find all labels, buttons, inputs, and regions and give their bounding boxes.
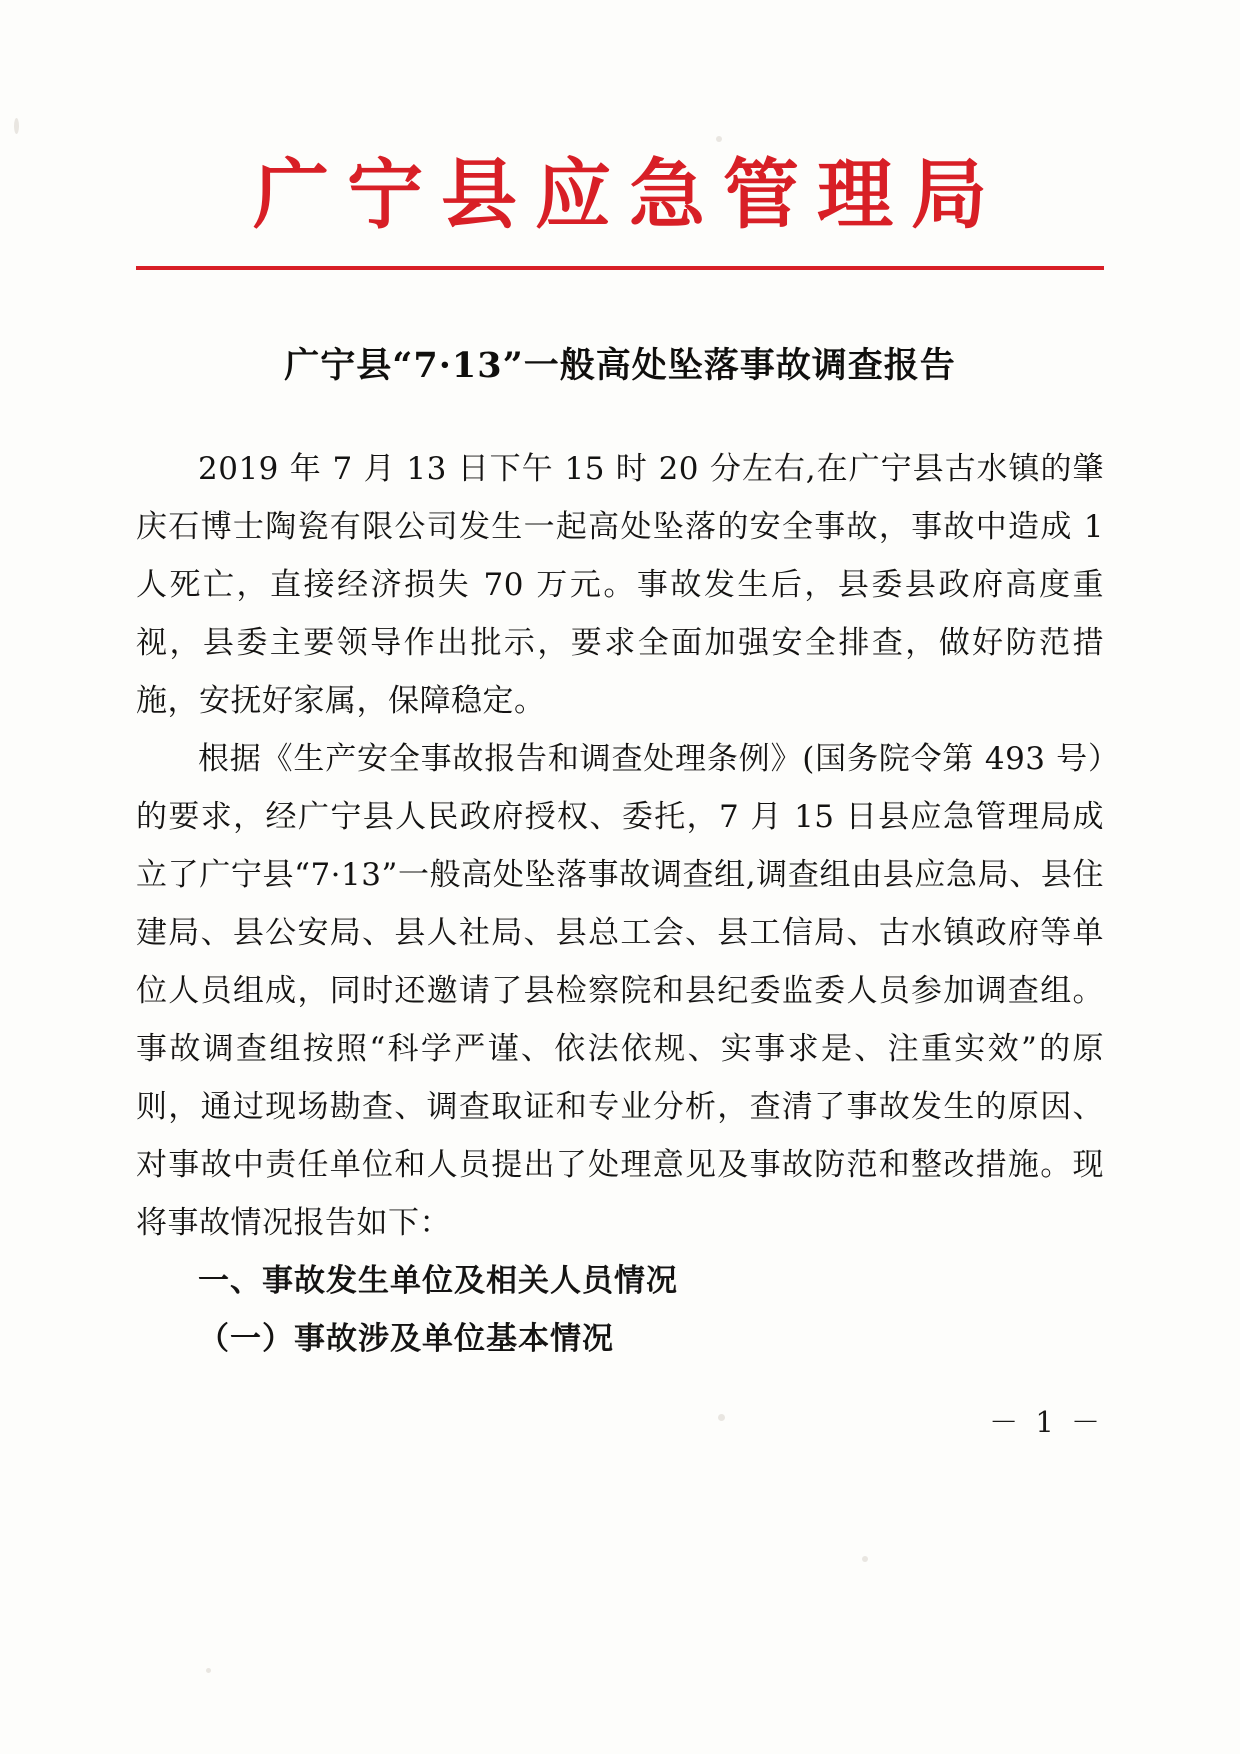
scan-artifact bbox=[14, 118, 19, 134]
page-title: 广宁县“7·13”一般高处坠落事故调查报告 bbox=[284, 344, 956, 386]
subsection-heading: （一）事故涉及单位基本情况 bbox=[198, 1320, 614, 1357]
letterhead-title: 广宁县应急管理局 bbox=[253, 150, 1005, 239]
document-content bbox=[136, 0, 1104, 1754]
letterhead bbox=[136, 150, 1104, 270]
page-number: － 1 － bbox=[989, 1405, 1104, 1439]
letterhead-divider bbox=[136, 266, 1104, 270]
paragraph: 根据《生产安全事故报告和调查处理条例》(国务院令第 493 号）的要求，经广宁县人民政府授权、委托，7 月 15 日县应急管理局成立了广宁县“7·13”一般高处坠落事故调查组,调查组由县应急局、县住建局、县公安局、县人社局、县总工会、县工信局、古水镇政府等单位人员组成，同时还邀请了县检察院和县纪委监委人员参加调查组。事故调查组按照“科学严谨、依法依规、实事求是、注重实效”的原则，通过现场勘查、调查取证和专业分析，查清了事故发生的原因、对事故中责任单位和人员提出了处理意见及事故防范和整改措施。现将事故情况报告如下： bbox=[136, 740, 1104, 1241]
section-heading: 一、事故发生单位及相关人员情况 bbox=[198, 1262, 678, 1299]
paragraph: 2019 年 7 月 13 日下午 15 时 20 分左右,在广宁县古水镇的肇庆石博士陶瓷有限公司发生一起高处坠落的安全事故，事故中造成 1 人死亡，直接经济损失 70 万元。事故发生后，县委县政府高度重视，县委主要领导作出批示，要求全面加强安全排查，做好防范措施，安抚好家属，保障稳定。 bbox=[136, 450, 1104, 719]
document-body bbox=[136, 440, 1104, 1368]
